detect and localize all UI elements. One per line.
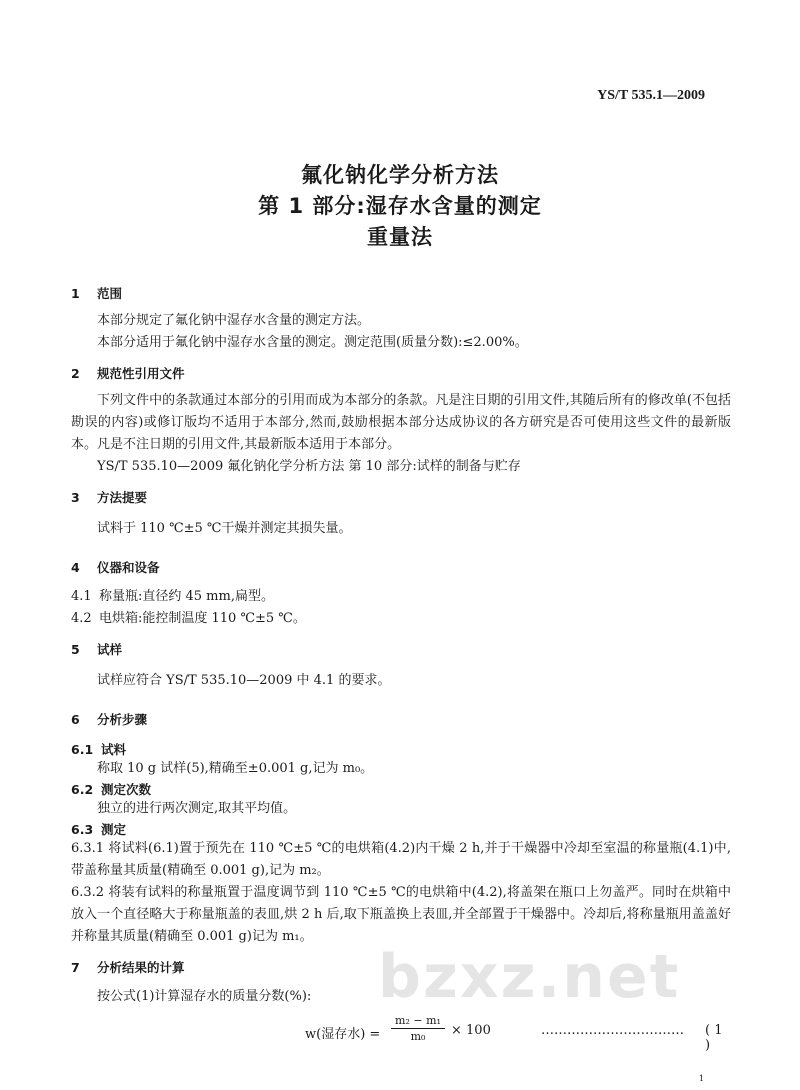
watermark: bzxz.net	[378, 942, 681, 1012]
subsection-heading-6-1	[71, 740, 731, 758]
item-text: 电烘箱:能控制温度 110 ℃±5 ℃。	[99, 611, 306, 626]
subsection-number: 6.1	[71, 742, 94, 757]
subsection-heading-6-3	[71, 820, 731, 838]
paragraph: 称取 10 g 试样(5),精确至±0.001 g,记为 m₀。	[97, 761, 374, 776]
paragraph: 本部分适用于氟化钠中湿存水含量的测定。测定范围(质量分数):≤2.00%。	[97, 335, 528, 350]
formula-multiplier: × 100	[451, 1023, 491, 1038]
subsection-number: 6.3	[71, 822, 94, 837]
section-title: 分析步骤	[97, 712, 148, 727]
paragraph: 试样应符合 YS/T 535.10—2009 中 4.1 的要求。	[97, 673, 391, 688]
document-titles	[0, 160, 800, 253]
part-title: 第 1 部分:湿存水含量的测定	[258, 194, 542, 218]
subsection-title: 测定	[101, 822, 127, 837]
method-title: 重量法	[367, 225, 433, 249]
item-number: 4.2	[71, 611, 92, 626]
page-number: 1	[698, 1074, 704, 1083]
item-number: 4.1	[71, 589, 92, 604]
section-heading-1	[71, 284, 731, 302]
subsection-title: 测定次数	[101, 782, 152, 797]
subsection-number: 6.2	[71, 782, 94, 797]
list-item	[71, 586, 731, 608]
paragraph-6-3-2: 6.3.2 将装有试料的称量瓶置于温度调节到 110 ℃±5 ℃的电烘箱中(4.2),将盖架在瓶口上勿盖严。同时在烘箱中放入一个直径略大于称量瓶盖的表皿,烘 2 h 后,取下瓶盖换上表皿,并全部置于干燥器中。冷却后,将称量瓶用盖盖好并称量其质量(精确至 0.001 g)记为 m₁。	[71, 885, 731, 944]
section-title: 规范性引用文件	[97, 366, 185, 381]
section-heading-4	[71, 558, 731, 576]
paragraph: 试料于 110 ℃±5 ℃干燥并测定其损失量。	[97, 521, 352, 536]
section-number: 3	[71, 490, 80, 505]
section-title: 分析结果的计算	[97, 960, 185, 975]
section-number: 1	[71, 286, 80, 301]
subsection-title: 试料	[101, 742, 127, 757]
formula-1	[71, 1014, 731, 1053]
formula-number: ( 1 )	[705, 1023, 723, 1053]
formula-leader-dots: ……………………………	[541, 1023, 684, 1038]
document-body	[71, 284, 731, 1053]
section-title: 试样	[97, 642, 123, 657]
paragraph: 独立的进行两次测定,取其平均值。	[97, 801, 297, 816]
section-heading-3	[71, 488, 731, 506]
formula-lhs: w(湿存水) =	[305, 1027, 381, 1042]
section-number: 4	[71, 560, 80, 575]
section-title: 仪器和设备	[97, 560, 160, 575]
section-number: 2	[71, 366, 80, 381]
paragraph: 下列文件中的条款通过本部分的引用而成为本部分的条款。凡是注日期的引用文件,其随后所有的修改单(不包括勘误的内容)或修订版均不适用于本部分,然而,鼓励根据本部分达成协议的各方研究是否可使用这些文件的最新版本。凡是不注日期的引用文件,其最新版本适用于本部分。	[71, 393, 731, 452]
paragraph: 按公式(1)计算湿存水的质量分数(%):	[97, 989, 312, 1004]
section-title: 方法提要	[97, 490, 148, 505]
section-title: 范围	[97, 286, 123, 301]
section-heading-6	[71, 710, 731, 728]
section-number: 5	[71, 642, 80, 657]
normative-reference: YS/T 535.10—2009 氟化钠化学分析方法 第 10 部分:试样的制备与贮存	[97, 459, 521, 474]
subsection-heading-6-2	[71, 780, 731, 798]
section-number: 7	[71, 960, 80, 975]
paragraph: 本部分规定了氟化钠中湿存水含量的测定方法。	[97, 313, 371, 328]
section-heading-2	[71, 364, 731, 382]
list-item	[71, 608, 731, 630]
paragraph-6-3-1: 6.3.1 将试料(6.1)置于预先在 110 ℃±5 ℃的电烘箱(4.2)内干燥 2 h,并于干燥器中冷却至室温的称量瓶(4.1)中,带盖称量其质量(精确至 0.001 g),记为 m₂。	[71, 841, 731, 878]
section-number: 6	[71, 712, 80, 727]
formula-fraction	[391, 1014, 445, 1043]
main-title: 氟化钠化学分析方法	[301, 163, 499, 187]
standard-code: YS/T 535.1—2009	[597, 88, 705, 103]
section-heading-5	[71, 640, 731, 658]
formula-denominator: m₀	[410, 1030, 426, 1043]
formula-numerator: m₂ − m₁	[391, 1014, 445, 1029]
item-text: 称量瓶:直径约 45 mm,扁型。	[99, 589, 274, 604]
